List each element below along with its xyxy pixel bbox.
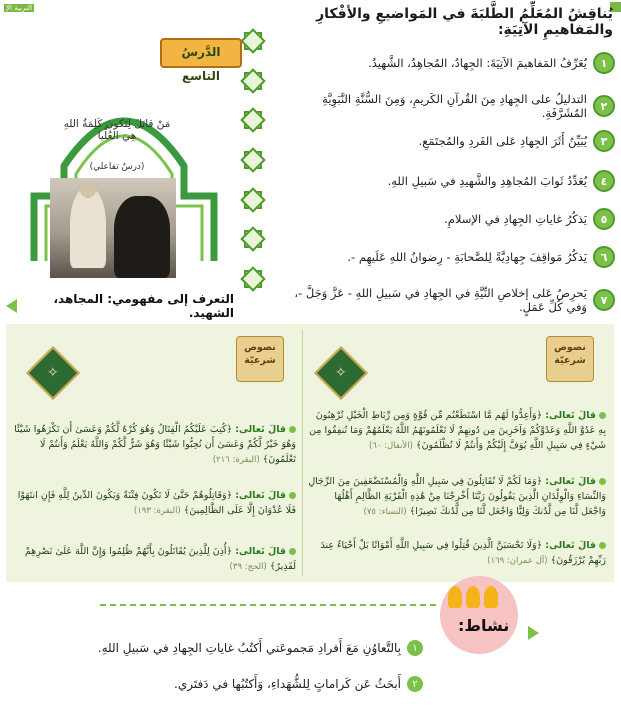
lesson-title: مَنْ قاتَلَ لِتَكونَ كَلِمَةُ اللهِ هِيَ العُلْيا: [63, 118, 171, 142]
lesson-type: (درسٌ تفاعلي): [89, 162, 145, 172]
objective-number: ٢: [593, 95, 615, 117]
objective-text: يُعَدِّدُ ثَوابَ المُجاهِدِ والشَّهيدِ في سَبيلِ اللهِ.: [387, 174, 587, 188]
objective-number: ١: [593, 52, 615, 74]
objective-number: ٧: [593, 289, 615, 311]
objective-item: [285, 170, 615, 192]
objective-number: ٣: [593, 130, 615, 152]
verse-reference: (الأنفال: ٦٠): [368, 441, 413, 451]
left-texts-title: [236, 336, 284, 382]
verse-reference: (البقرة: ١٩٣): [133, 506, 181, 516]
knight-illustration: [50, 178, 176, 278]
pointer-triangle-icon: [528, 626, 539, 640]
objective-number: ٦: [593, 246, 615, 268]
activity-item: [93, 640, 423, 656]
left-texts-title-line2: شرعيّة: [244, 355, 276, 366]
right-texts-title: [546, 336, 594, 382]
left-texts-title-line1: نصوص: [244, 342, 276, 353]
verse-lead: قالَ تَعالى:: [545, 540, 596, 551]
verse-block: [12, 422, 296, 468]
verse-block: [12, 544, 296, 575]
objective-text: التدليلُ على الجِهادِ مِنَ القُرآنِ الكَريمِ، وَمِنَ السُّنَّةِ النَّبَوِيَّةِ المُشَرَّفَةِ.: [322, 92, 587, 120]
verse-block: [308, 474, 606, 520]
goal-text: التعرف إلى مفهومي: المجاهد، الشهيد.: [53, 292, 234, 320]
bullet-dot-icon: [289, 492, 296, 499]
horse-shape: [114, 196, 170, 278]
verse-text: ﴿وَلَا تَحْسَبَنَّ الَّذِينَ قُتِلُوا فِي سَبِيلِ اللَّهِ أَمْوَاتًا بَلْ أَحْيَاءٌ عِندَ رَبِّهِمْ يُرْزَقُونَ﴾: [320, 540, 606, 566]
ornament-star-icon: [242, 189, 264, 211]
ornament-star-icon: [242, 70, 264, 92]
person-icon: [466, 586, 480, 608]
verse-lead: قالَ تَعالى:: [235, 546, 286, 557]
verse-text: ﴿أُذِنَ لِلَّذِينَ يُقَاتَلُونَ بِأَنَّهُمْ ظُلِمُوا وَإِنَّ اللَّهَ عَلَىٰ نَصْرِهِمْ لَقَدِيرٌ﴾: [24, 546, 296, 572]
objective-item: [285, 208, 615, 230]
decorative-border: [240, 30, 266, 290]
verse-block: [12, 488, 296, 519]
ornament-star-icon: [242, 149, 264, 171]
objective-number: ٥: [593, 208, 615, 230]
panel-divider: [302, 330, 303, 576]
activity-pointer: [528, 626, 539, 640]
quran-book-icon: ✧: [26, 346, 80, 400]
activity-item: [93, 676, 423, 692]
person-icon: [484, 586, 498, 608]
bullet-dot-icon: [289, 426, 296, 433]
ornament-star-icon: [242, 268, 264, 290]
verse-block: [308, 408, 606, 454]
verse-text: ﴿كُتِبَ عَلَيْكُمُ الْقِتَالُ وَهُوَ كُرْهٌ لَّكُمْ وَعَسَىٰ أَن تَكْرَهُوا شَيْئًا وَهُوَ خَيْرٌ لَّكُمْ وَعَسَىٰ أَن تُحِبُّوا شَيْئًا وَهُوَ شَرٌّ لَّكُمْ وَاللَّهُ يَعْلَمُ وَأَنتُمْ لَا تَعْلَمُونَ﴾: [14, 424, 296, 465]
activity-number: ١: [407, 640, 423, 656]
verse-reference: (آل عمران: ١٦٩): [487, 556, 548, 566]
verse-text: ﴿وَقَاتِلُوهُمْ حَتَّىٰ لَا تَكُونَ فِتْنَةٌ وَيَكُونَ الدِّينُ لِلَّهِ فَإِنِ انتَهَوْا فَلَا عُدْوَانَ إِلَّا عَلَى الظَّالِمِينَ﴾: [17, 490, 296, 516]
lesson-number-label: الدَّرسُ التاسع: [160, 38, 242, 68]
objectives-title: يُناقِشُ المُعَلِّمُ الطَّلبَةَ في المَواضيعِ والأفْكارِ والمَفاهيمِ الآتِيَةِ:: [316, 6, 613, 38]
verse-lead: قالَ تَعالى:: [545, 476, 596, 487]
objective-text: يُعَرِّفُ المَفاهيمَ الآتِيَةَ: الجِهادُ، المُجاهِدُ، الشَّهيدُ.: [368, 56, 587, 70]
people-group-icon: [448, 586, 498, 608]
subject-tab: التربية الإ: [6, 4, 33, 12]
verse-reference: (النساء: ٧٥): [363, 507, 407, 517]
verse-lead: قالَ تَعالى:: [235, 490, 286, 501]
verse-block: [308, 538, 606, 569]
objective-text: يَذكُرُ مَواقِفَ جِهادِيَّةً لِلصَّحابَةِ - رِضوانُ اللهِ عَلَيهِم -.: [347, 250, 587, 264]
pointer-triangle-icon: [6, 299, 17, 313]
objective-number: ٤: [593, 170, 615, 192]
ornament-star-icon: [242, 228, 264, 250]
rider-shape: [70, 188, 106, 268]
objective-item: [285, 92, 615, 120]
objective-text: يُبَيِّنُ أَثَرَ الجِهادِ عَلى الفَردِ والمُجتَمَعِ.: [418, 134, 587, 148]
objective-text: يَحرِصُ عَلى إخلاصِ النِّيَّةِ في الجِهادِ في سَبيلِ اللهِ - عَزَّ وَجَلَّ -، وَفي كُلِّ عَمَلٍ.: [294, 286, 587, 314]
ornament-star-icon: [242, 30, 264, 52]
verse-text: ﴿وَمَا لَكُمْ لَا تُقَاتِلُونَ فِي سَبِيلِ اللَّهِ وَالْمُسْتَضْعَفِينَ مِنَ الرِّجَالِ وَالنِّسَاءِ وَالْوِلْدَانِ الَّذِينَ يَقُولُونَ رَبَّنَا أَخْرِجْنَا مِنْ هَٰذِهِ الْقَرْيَةِ الظَّالِمِ أَهْلُهَا وَاجْعَل لَّنَا مِن لَّدُنكَ وَلِيًّا وَاجْعَل لَّنَا مِن لَّدُنكَ نَصِيرًا﴾: [308, 476, 606, 517]
activity-title: نشاط:: [458, 616, 510, 635]
objective-text: يَذكُرُ غاياتِ الجِهادِ في الإسلامِ.: [444, 212, 587, 226]
activity-dashed-line: [100, 604, 436, 606]
verse-lead: قالَ تَعالى:: [545, 410, 596, 421]
rider-head-shape: [80, 182, 96, 198]
verse-text: ﴿وَأَعِدُّوا لَهُم مَّا اسْتَطَعْتُم مِّن قُوَّةٍ وَمِن رِّبَاطِ الْخَيْلِ تُرْهِبُونَ بِهِ عَدُوَّ اللَّهِ وَعَدُوَّكُمْ وَآخَرِينَ مِن دُونِهِمْ لَا تَعْلَمُونَهُمُ اللَّهُ يَعْلَمُهُمْ وَمَا تُنفِقُوا مِن شَيْءٍ فِي سَبِيلِ اللَّهِ يُوَفَّ إِلَيْكُمْ وَأَنتُمْ لَا تُظْلَمُونَ﴾: [309, 410, 606, 451]
verse-lead: قالَ تَعالى:: [235, 424, 286, 435]
objective-item: [285, 246, 615, 268]
bullet-dot-icon: [289, 548, 296, 555]
person-icon: [448, 586, 462, 608]
ornament-star-icon: [242, 109, 264, 131]
activity-text: أَبحَثُ عَن كَراماتٍ لِلشُّهَداءِ، وَأَكتُبُها في دَفتَري.: [174, 677, 401, 691]
bullet-dot-icon: [599, 412, 606, 419]
objective-item: [285, 52, 615, 74]
bullet-dot-icon: [599, 478, 606, 485]
activity-number: ٢: [407, 676, 423, 692]
bullet-dot-icon: [599, 542, 606, 549]
objective-item: [285, 286, 615, 314]
right-texts-title-line2: شرعيّة: [554, 355, 586, 366]
quran-book-icon: ✧: [314, 346, 368, 400]
verse-reference: (الحج: ٣٩): [229, 562, 267, 572]
right-texts-title-line1: نصوص: [554, 342, 586, 353]
goal-statement: [6, 292, 234, 320]
objective-item: [285, 130, 615, 152]
activity-text: بِالتَّعاوُنِ مَعَ أَفرادِ مَجموعَتي أَكتُبُ غاياتِ الجِهادِ في سَبيلِ اللهِ.: [97, 641, 401, 655]
verse-reference: (البقرة: ٢١٦): [212, 455, 260, 465]
